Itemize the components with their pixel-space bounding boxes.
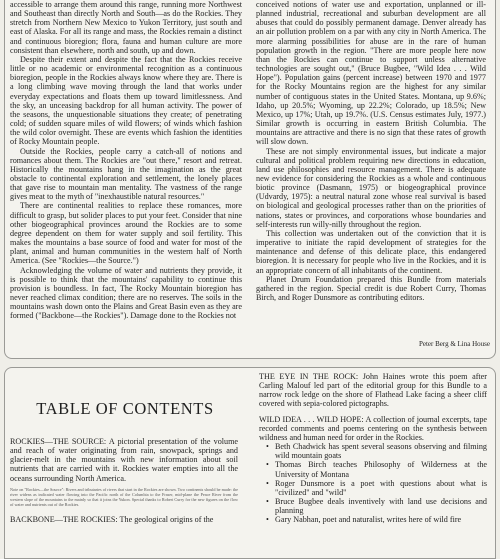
- intro-left-column: [10, 0, 242, 320]
- intro-paragraph: Planet Drum Foundation prepared this Bundle from materials gathered in the region. Special credit is due Robert Curry, Thomas Birch, and Roger Dunsmore as contributing editors.: [256, 274, 486, 302]
- toc-entry-eye-in-rock: THE EYE IN THE ROCK: John Haines wrote this poem after Carling Malouf led part of the editorial group for this Bundle to a narrow rock ledge on the shore of Flathead Lake facing a sheer cliff covered with sepia-colored pictographs.: [259, 372, 487, 409]
- toc-right-column: [259, 372, 487, 525]
- list-item: • Gary Nabhan, poet and naturalist, writes here of wild fire: [275, 515, 487, 524]
- intro-paragraph: Acknowledging the volume of water and nutrients they provide, it is possible to think that the mountains' capability to continue this provision is boundless. In fact, The Rocky Mountain bioregion has never reached climax condition; there are no reserves. The soils in the mountains wash down onto the Plains and Great Basin even as they are formed ("Backbone—the Rockies"). Damage done to the Rockies not: [10, 265, 242, 321]
- intro-paragraph: These are not simply environmental issues, but indicate a major cultural and political problem requiring new directions in education, land use philosophies and resource management. There is adequate new evidence for considering the Rockies as a whole and continuous biotic province (Dasmann, 1975) or biogeographical province (Udvardy, 1975): a neutral natural zone whose real survival is based on biological and geological processes rather than on the priorities of nations, states or provinces, and corporations whose boundaries and self-interests run willy-nilly throughout the region.: [256, 146, 486, 229]
- intro-paragraph: This collection was undertaken out of the conviction that it is imperative to initiate the rapid development of strategies for the maintenance and defense of this delicate place, this endangered bioregion. It is necessary for people who live in the Rockies, and it is an appropriate concern of all inhabitants of the continent.: [256, 228, 486, 275]
- author-credit: Peter Berg & Lina House: [418, 340, 490, 348]
- intro-paragraph: Despite their extent and despite the fact that the Rockies receive little or no academic or environmental recognition as a continuous bioregion, people in the Rockies always know where they are. There is a long climbing wave moving through the land that works under everyday expectations and floats them up toward limitlessness. And the sky, an unceasing backdrop for all human activity. The power of the seasons, the unquestionable situations they create; of penetrating cold; of sudden square miles of wild flowers; of winds which fashion the wild color overnight. These are events which fashion the identities of Rocky Mountain people.: [10, 54, 242, 147]
- intro-right-column: [256, 0, 486, 302]
- contributor-list: [259, 442, 487, 524]
- toc-entry-source: ROCKIES—THE SOURCE: A pictorial presentation of the volume and reach of water originating from rain, snowpack, springs and glacier-melt in the mountains with new information about soil nutrients that are carried with it. Rockies water empties into all the oceans surrounding North America.: [10, 437, 238, 483]
- intro-paragraph: conceived notions of water use and exportation, unplanned or ill-planned industrial, recreational and suburban development are all abuses that could do possibly permanent damage. Denver already has an air pollution problem on a par with any city in North America. The more alarming possibilities for abuse are in the rare of human population growth in the region. "There are more people here now than the Rockies can continue to support unless alternative technologies are sought out," (Bruce Bugbee, "Wild Idea . . . Wild Hope"). Population gains (percent increase) between 1970 and 1977 for the Rocky Mountains region are the highest for any similar number of contiguous states in the United States. Montana, up 9.6%; Idaho, up 20.5%; Wyoming, up 22.2%; Colorado, up 18.5%; New Mexico, up 17%; Utah, up 19.7%. (U.S. Census estimates July, 1977.) Similar growth is occurring in eastern British Columbia. The mountains are attractive and there is no sign that these rates of growth will slow down.: [256, 0, 486, 147]
- intro-paragraph: Outside the Rockies, people carry a catch-all of notions and romances about them. The Rockies are "out there," resort and retreat. Historically the mountains hang in the imagination as the great obstacle to continental exploration and settlement, the lonely places that gave rise to mountain man mentality. The vastness of the range gives meat to the myth of "inexhaustible natural resources.": [10, 146, 242, 202]
- toc-entry-wild-idea: WILD IDEA . . . WILD HOPE: A collection of journal excerpts, tape recorded comments and poems centering on the synthesis between wildness and human need for order in the Rockies.: [259, 414, 487, 442]
- list-item: • Beth Chadwick has spent several seasons observing and filming wild mountain goats: [275, 442, 487, 460]
- intro-paragraph: There are continental realities to replace these romances, more difficult to grasp, but solider places to put your feet. Consider that nine other biogeographical provinces around the Rockies are to some degree dependent on them for water supply and soil fertility. This makes the mountains a base source of food and water for most of the plant, animal and human communities in the western half of North America. (See "Rockies—the Source."): [10, 201, 242, 266]
- list-item: • Thomas Birch teaches Philosophy of Wilderness at the University of Montana: [275, 460, 487, 478]
- intro-paragraph: accessible to arrange them around this range, running more Northwest and Southeast than directly North and South—as do the Rockies. They stretch from Northern New Mexico to Yukon Territory, just south and east of Alaska. For all its range and mass, the Rockies remain a distinct and continuous bioregion; flora, fauna and human culture are more consistent than elsewhere, north and south, up and down.: [10, 0, 242, 55]
- toc-title: TABLE OF CONTENTS: [36, 399, 214, 418]
- toc-entry-backbone: BACKBONE—THE ROCKIES: The geological origins of the: [10, 514, 214, 524]
- toc-left-column: [10, 437, 238, 524]
- list-item: • Roger Dunsmore is a poet with questions about what is "civilized" and "wild": [275, 479, 487, 497]
- list-item: • Bruce Bugbee deals inventively with land use decisions and planning: [275, 497, 487, 515]
- toc-source-note: Note on "Rockies—the Source": Rivers and tributaries of rivers that start in the Rockies are shown. Two continents should be made: the river widens as indicated water flowing into the Pacific north of the Columbia to the Fraser, mid-plane the Peace River from the western slope of the mountains to the mainly so that it joins the Yukon. Special thanks to Robert Curry for the new figures on the flow of water and nutrients out of the Rockies.: [10, 486, 238, 507]
